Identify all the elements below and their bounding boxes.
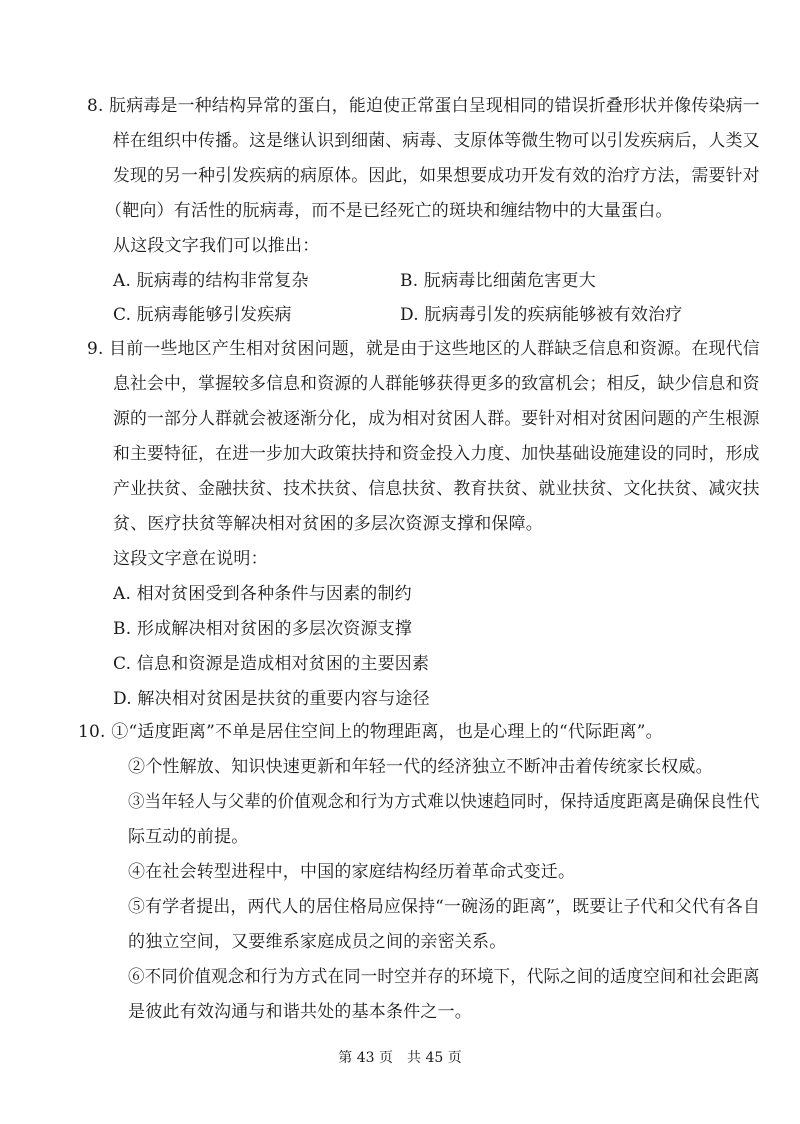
q10-sentence-3-line-2: 际互动的前提。	[128, 827, 249, 847]
q10-sentence-5-line-2: 的独立空间，又要维系家庭成员之间的亲密关系。	[128, 932, 507, 952]
q10-sentence-3-line-1: ③当年轻人与父辈的价值观念和行为方式难以快速趋同时，保持适度距离是确保良性代	[128, 792, 760, 812]
q8-stem-line-1: 8. 朊病毒是一种结构异常的蛋白，能迫使正常蛋白呈现相同的错误折叠形状并像传染病一	[87, 96, 760, 116]
q9-option-d: D. 解决相对贫困是扶贫的重要内容与途径	[113, 689, 430, 709]
q10-sentence-4: ④在社会转型进程中，中国的家庭结构经历着革命式变迁。	[128, 862, 576, 882]
q9-stem-line-2: 息社会中，掌握较多信息和资源的人群能够获得更多的致富机会；相反，缺少信息和资	[113, 374, 760, 394]
q8-option-a: A. 朊病毒的结构非常复杂	[113, 271, 309, 291]
q9-stem-line-5: 产业扶贫、金融扶贫、技术扶贫、信息扶贫、教育扶贫、就业扶贫、文化扶贫、减灾扶	[113, 479, 760, 499]
q9-option-c: C. 信息和资源是造成相对贫困的主要因素	[113, 654, 430, 674]
q10-sentence-1: 10. ①“适度距离”不单是居住空间上的物理距离，也是心理上的“代际距离”。	[78, 722, 663, 742]
q8-question: 从这段文字我们可以推出：	[113, 236, 320, 256]
q8-option-d: D. 朊病毒引发的疾病能够被有效治疗	[400, 305, 683, 325]
q9-stem-line-4: 和主要特征，在进一步加大政策扶持和资金投入力度、加快基础设施建设的同时，形成	[113, 444, 760, 464]
q10-sentence-6-line-1: ⑥不同价值观念和行为方式在同一时空并存的环境下，代际之间的适度空间和社会距离	[128, 967, 760, 987]
q8-option-c: C. 朊病毒能够引发疾病	[113, 305, 292, 325]
page-number-footer: 第 43 页 共 45 页	[338, 1050, 462, 1066]
q8-stem-line-2: 样在组织中传播。这是继认识到细菌、病毒、支原体等微生物可以引发疾病后，人类又	[113, 131, 760, 151]
q9-stem-line-3: 源的一部分人群就会被逐渐分化，成为相对贫困人群。要针对相对贫困问题的产生根源	[113, 409, 760, 429]
q9-stem-line-6: 贫、医疗扶贫等解决相对贫困的多层次资源支撑和保障。	[113, 514, 543, 534]
q8-stem-line-4: （靶向）有活性的朊病毒，而不是已经死亡的斑块和缠结物中的大量蛋白。	[105, 201, 673, 221]
q9-option-b: B. 形成解决相对贫困的多层次资源支撑	[113, 619, 413, 639]
q10-sentence-5-line-1: ⑤有学者提出，两代人的居住格局应保持“一碗汤的距离”，既要让子代和父代有各自	[128, 897, 761, 917]
q10-sentence-6-line-2: 是彼此有效沟通与和谐共处的基本条件之一。	[128, 1002, 472, 1022]
q10-sentence-2: ②个性解放、知识快速更新和年轻一代的经济独立不断冲击着传统家长权威。	[128, 757, 713, 777]
q9-question: 这段文字意在说明：	[113, 549, 268, 569]
q9-stem-line-1: 9. 目前一些地区产生相对贫困问题，就是由于这些地区的人群缺乏信息和资源。在现代信	[87, 339, 760, 359]
q8-stem-line-3: 发现的另一种引发疾病的病原体。因此，如果想要成功开发有效的治疗方法，需要针对	[113, 166, 760, 186]
q9-option-a: A. 相对贫困受到各种条件与因素的制约	[113, 584, 412, 604]
q8-option-b: B. 朊病毒比细菌危害更大	[400, 271, 596, 291]
